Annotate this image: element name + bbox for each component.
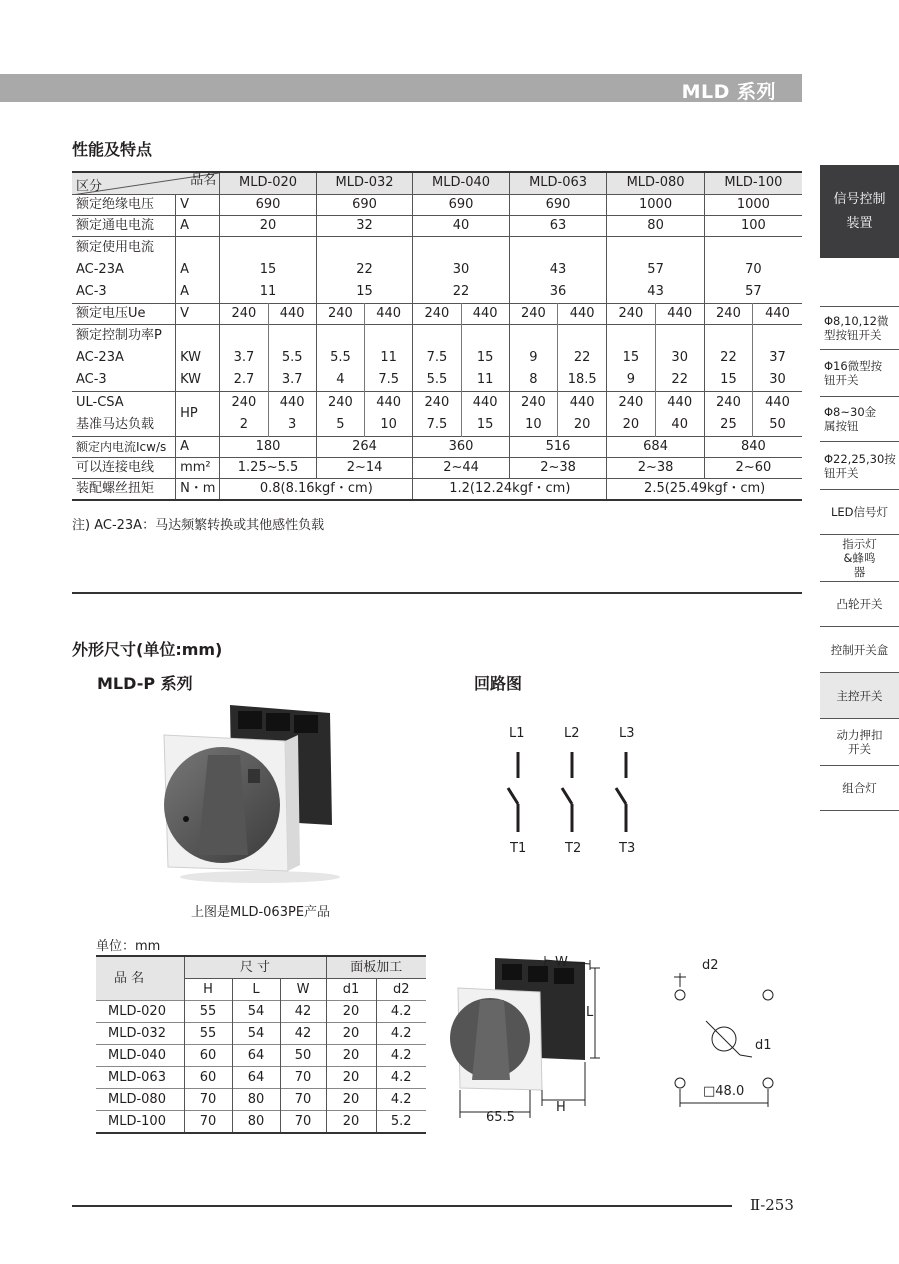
subheader: L [232, 979, 280, 1001]
cell: 30 22 [655, 324, 704, 391]
cell: 1000 [704, 194, 802, 215]
row-unit [176, 236, 220, 303]
cell: 63 [509, 215, 607, 236]
row-label: 装配螺丝扭矩 [72, 478, 176, 500]
cell: 2.5(25.49kgf・cm) [607, 478, 802, 500]
ac3-label: AC-3 [76, 283, 107, 299]
circuit-label-bottom: T2 [565, 841, 582, 856]
cell: 440 [268, 303, 316, 324]
cell: 240 5 [316, 391, 364, 436]
cell: 240 10 [509, 391, 557, 436]
cell: 684 [607, 436, 705, 457]
cell: 440 [558, 303, 607, 324]
row-unit: V [176, 194, 220, 215]
motor-load-label: 基准马达负载 [76, 416, 155, 432]
cell: 15 9 [607, 324, 655, 391]
table-row: MLD-100 70 80 70 20 5.2 [96, 1111, 426, 1134]
cell: 440 20 [558, 391, 607, 436]
cell: 690 [220, 194, 317, 215]
cell: 240 [607, 303, 655, 324]
dim-w-label: W [555, 955, 568, 970]
cell: 440 15 [461, 391, 509, 436]
side-nav-item[interactable]: Φ8,10,12微型按钮开关 [820, 306, 899, 350]
side-nav-item[interactable]: Φ8~30金属按钮 [820, 397, 899, 442]
cell: 32 [316, 215, 413, 236]
cell: 100 [704, 215, 802, 236]
cell: 22 18.5 [558, 324, 607, 391]
circuit-diagram [500, 748, 640, 838]
model-header: MLD-063 [509, 172, 607, 194]
unit2: KW [180, 371, 201, 387]
cell: 240 [413, 303, 461, 324]
dimension-table [96, 955, 426, 1134]
circuit-title: 回路图 [474, 674, 523, 693]
model-header: MLD-032 [316, 172, 413, 194]
table-row: MLD-032 55 54 42 20 4.2 [96, 1023, 426, 1045]
cell: 1000 [607, 194, 705, 215]
cell: 240 2 [220, 391, 268, 436]
circuit-label-top: L3 [619, 726, 635, 741]
unit1: KW [180, 349, 201, 365]
torque-row [72, 478, 802, 500]
cell: 5.5 3.7 [268, 324, 316, 391]
row-unit: A [176, 215, 220, 236]
dim-l-label: L [586, 1005, 594, 1020]
cell: 516 [509, 436, 607, 457]
cell: 22 15 [704, 324, 752, 391]
current-row [72, 215, 802, 236]
cell: 240 [220, 303, 268, 324]
side-nav-item[interactable]: 指示灯&蜂鸣器 [820, 535, 899, 582]
side-nav-item-current[interactable]: 主控开关 [820, 673, 899, 719]
unit-label: 单位：mm [96, 939, 161, 954]
cell: 240 7.5 [413, 391, 461, 436]
cell: 37 30 [753, 324, 802, 391]
circuit-label-top: L2 [564, 726, 580, 741]
row-unit: mm² [176, 457, 220, 478]
cell: 240 20 [607, 391, 655, 436]
corner-cell [72, 172, 220, 194]
cell: 7.5 5.5 [413, 324, 461, 391]
cell: 80 [607, 215, 705, 236]
row-label: 额定绝缘电压 [76, 196, 155, 212]
row-unit [176, 324, 220, 391]
cell: 440 [753, 303, 802, 324]
dim-base-label: 65.5 [486, 1110, 515, 1125]
panel-size-label: □48.0 [703, 1084, 745, 1099]
cell: 57 43 [607, 236, 705, 303]
d1-label: d1 [755, 1038, 772, 1053]
power-row [72, 324, 802, 391]
wire-row [72, 457, 802, 478]
cell: 30 22 [413, 236, 510, 303]
cell: 440 [655, 303, 704, 324]
footnote: 注) AC-23A：马达频繁转换或其他感性负载 [72, 518, 325, 533]
side-nav-item[interactable]: 组合灯 [820, 766, 899, 811]
cell: 240 25 [704, 391, 752, 436]
cell: 840 [704, 436, 802, 457]
performance-title: 性能及特点 [72, 140, 153, 159]
cell: 180 [220, 436, 317, 457]
cell: 20 [220, 215, 317, 236]
model-header: MLD-020 [220, 172, 317, 194]
cell: 22 15 [316, 236, 413, 303]
voltage-ue-row [72, 303, 802, 324]
table-row: MLD-020 55 54 42 20 4.2 [96, 1001, 426, 1023]
row-label: 额定通电电流 [76, 217, 155, 233]
cell: 440 3 [268, 391, 316, 436]
name-header: 品 名 [96, 956, 184, 1001]
cell: 440 50 [753, 391, 802, 436]
cell: 360 [413, 436, 510, 457]
table-row: MLD-080 70 80 70 20 4.2 [96, 1089, 426, 1111]
unit1: A [180, 261, 189, 277]
ac23a-label: AC-23A [76, 261, 124, 277]
table-row: MLD-040 60 64 50 20 4.2 [96, 1045, 426, 1067]
row-label: 额定电压Ue [76, 305, 146, 321]
subheader: H [184, 979, 232, 1001]
icw-row [72, 436, 802, 457]
table-row: MLD-063 60 64 70 20 4.2 [96, 1067, 426, 1089]
cell: 70 57 [704, 236, 802, 303]
cell: 15 11 [220, 236, 317, 303]
cell: 440 10 [365, 391, 413, 436]
circuit-label-bottom: T1 [510, 841, 527, 856]
cell: 9 8 [509, 324, 557, 391]
side-nav-item[interactable]: Φ16微型按钮开关 [820, 350, 899, 397]
side-nav-item[interactable]: 控制开关盒 [820, 627, 899, 673]
cell: 440 [461, 303, 509, 324]
model-header: MLD-100 [704, 172, 802, 194]
panel-header: 面板加工 [326, 956, 426, 979]
page-number: Ⅱ-253 [750, 1196, 794, 1214]
cell: 690 [413, 194, 510, 215]
circuit-label-top: L1 [509, 726, 525, 741]
side-nav-item[interactable]: LED信号灯 [820, 490, 899, 535]
corner-right-label: 品名 [190, 173, 217, 188]
model-header: MLD-040 [413, 172, 510, 194]
cell: 2~44 [413, 457, 510, 478]
footer-rule [72, 1205, 732, 1207]
dim-h-label: H [556, 1100, 566, 1115]
power-label: 额定控制功率P [76, 327, 162, 343]
cell: 0.8(8.16kgf・cm) [220, 478, 413, 500]
side-nav-item[interactable]: 动力押扣开关 [820, 719, 899, 766]
cell: 440 [365, 303, 413, 324]
cell: 5.5 4 [316, 324, 364, 391]
cell: 240 [316, 303, 364, 324]
cell: 3.7 2.7 [220, 324, 268, 391]
cell: 240 [509, 303, 557, 324]
performance-table [72, 171, 802, 501]
row-label: 可以连接电线 [76, 459, 155, 475]
corner-left-label: 区分 [76, 178, 103, 194]
dim-header-row [96, 956, 426, 979]
cell: 2~38 [607, 457, 705, 478]
cell: 43 36 [509, 236, 607, 303]
row-unit: V [176, 303, 220, 324]
cell: 440 40 [655, 391, 704, 436]
cell: 690 [316, 194, 413, 215]
side-nav-item[interactable]: Φ22,25,30按钮开关 [820, 442, 899, 490]
insulation-row [72, 194, 802, 215]
size-header: 尺 寸 [184, 956, 326, 979]
ac3-label: AC-3 [76, 371, 107, 387]
model-header: MLD-080 [607, 172, 705, 194]
series-title: MLD 系列 [681, 81, 776, 103]
product-photo [150, 695, 350, 890]
row-label [72, 324, 176, 391]
row-label [72, 236, 176, 303]
cell: 2~38 [509, 457, 607, 478]
series-subtitle: MLD-P 系列 [97, 674, 193, 693]
side-nav-active-label: 装置 [846, 215, 873, 231]
cell: 1.25~5.5 [220, 457, 317, 478]
cell: 264 [316, 436, 413, 457]
row-label [72, 391, 176, 436]
section-divider [72, 592, 802, 594]
use-current-label: 额定使用电流 [76, 239, 155, 255]
ul-row [72, 391, 802, 436]
cell: 40 [413, 215, 510, 236]
row-unit: N・m [176, 478, 220, 500]
side-nav-active-category[interactable] [820, 165, 899, 258]
subheader: d2 [376, 979, 426, 1001]
dimension-drawing [450, 950, 610, 1130]
ac23a-label: AC-23A [76, 349, 124, 365]
cell: 240 [704, 303, 752, 324]
use-current-row [72, 236, 802, 303]
perf-header-row [72, 172, 802, 194]
header-bar [0, 74, 802, 102]
photo-caption: 上图是MLD-063PE产品 [191, 905, 331, 920]
side-nav-active-label: 信号控制 [833, 191, 886, 207]
side-nav-item[interactable]: 凸轮开关 [820, 582, 899, 627]
cell: 2~60 [704, 457, 802, 478]
cell: 1.2(12.24kgf・cm) [413, 478, 607, 500]
unit2: A [180, 283, 189, 299]
row-unit: A [176, 436, 220, 457]
d2-label: d2 [702, 958, 719, 973]
row-label: 额定内电流Icw/s [76, 439, 167, 454]
ul-label: UL-CSA [76, 394, 124, 410]
subheader: W [280, 979, 326, 1001]
cell: 690 [509, 194, 607, 215]
cell: 11 7.5 [365, 324, 413, 391]
cell: 2~14 [316, 457, 413, 478]
circuit-label-bottom: T3 [619, 841, 636, 856]
cell: 15 11 [461, 324, 509, 391]
dimensions-title: 外形尺寸(单位:mm) [72, 640, 223, 659]
subheader: d1 [326, 979, 376, 1001]
row-unit: HP [176, 391, 220, 436]
